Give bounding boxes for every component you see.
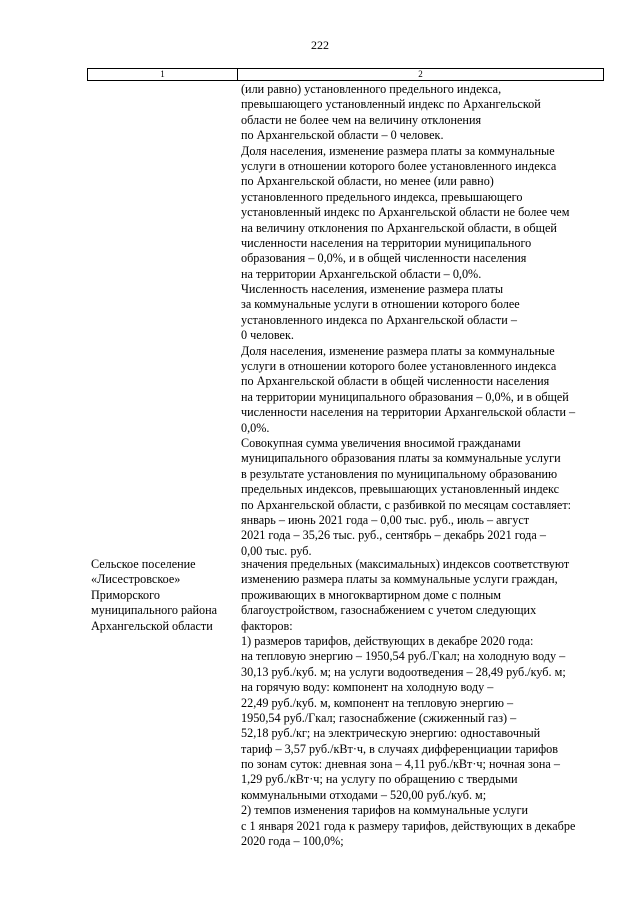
text-line: установленный индекс по Архангельской области не более чем [241,205,570,220]
text-line: по зонам суток: дневная зона – 4,11 руб./кВт·ч; ночная зона – [241,757,560,772]
text-line: численности населения на территории муниципального [241,235,532,250]
text-line: 52,18 руб./кг; на электрическую энергию: одноставочный [241,726,541,741]
text-line: превышающего установленный индекс по Архангельской [241,97,541,112]
text-line: изменению размера платы за коммунальные услуги граждан, [241,572,558,587]
municipality-name-line: муниципального района [91,603,218,618]
text-line: с 1 января 2021 года к размеру тарифов, действующих в декабре [241,818,576,833]
text-line: на территории муниципального образования – 0,0%, и в общей [241,389,569,404]
text-line: (или равно) установленного предельного индекса, [241,82,502,96]
text-line: 2) темпов изменения тарифов на коммунальные услуги [241,803,528,818]
text-line: коммунальными отходами – 520,00 руб./куб. м; [241,787,487,802]
text-line: установленного индекса по Архангельской области – [241,312,517,327]
text-line: услуги в отношении которого более установленного индекса [241,158,557,173]
column-1-number: 1 [88,69,238,80]
text-line: проживающих в многоквартирном доме с полным [241,587,502,602]
text-line: 2021 года – 35,26 тыс. руб., сентябрь – декабрь 2021 года – [241,528,546,543]
text-line: 0,00 тыс. руб. [241,543,312,558]
text-line: Доля населения, изменение размера платы за коммунальные [241,343,555,358]
municipality-name-line: Архангельской области [91,618,213,633]
text-line: 30,13 руб./куб. м; на услуги водоотведения – 28,49 руб./куб. м; [241,664,566,679]
text-line: по Архангельской области – 0 человек. [241,128,444,143]
text-line: 2020 года – 100,0%; [241,834,344,849]
text-line: на величину отклонения по Архангельской области, в общей [241,220,557,235]
text-line: по Архангельской области, но менее (или равно) [241,174,494,189]
text-line: за коммунальные услуги в отношении которого более [241,297,520,312]
text-line: в результате установления по муниципальному образованию [241,466,558,481]
text-line: муниципального образования платы за коммунальные услуги [241,451,561,466]
text-line: 0 человек. [241,328,294,343]
text-line: 22,49 руб./куб. м, компонент на тепловую энергию – [241,695,514,710]
text-line: Численность населения, изменение размера платы [241,282,504,297]
text-line: численности населения на территории Архангельской области – [241,405,576,420]
text-line: значения предельных (максимальных) индексов соответствуют [241,557,570,571]
text-line: 1,29 руб./кВт·ч; на услугу по обращению с твердыми [241,772,518,787]
municipality-name-line: Сельское поселение [91,557,196,571]
municipality-name [91,557,236,634]
text-line: услуги в отношении которого более установленного индекса [241,359,557,374]
municipality-name-line: Приморского [91,587,160,602]
text-line: факторов: [241,618,293,633]
text-line: по Архангельской области в общей численности населения [241,374,550,389]
text-line: на горячую воду: компонент на холодную воду – [241,680,494,695]
text-line: Доля населения, изменение размера платы за коммунальные [241,143,555,158]
indicator-text-block [241,82,603,559]
text-line: Совокупная сумма увеличения вносимой гражданами [241,435,521,450]
municipality-name-line: «Лисестровское» [91,572,181,587]
text-line: установленного предельного индекса, превышающего [241,189,523,204]
text-line: тариф – 3,57 руб./кВт·ч, в случаях дифференциации тарифов [241,741,558,756]
text-line: 1950,54 руб./Гкал; газоснабжение (сжиженный газ) – [241,710,517,725]
text-line: по Архангельской области, с разбивкой по месяцам составляет: [241,497,572,512]
tariff-factors-text-block [241,557,603,849]
table-column-header [87,68,604,81]
page-number: 222 [311,38,329,52]
text-line: предельных индексов, превышающих установленный индекс [241,482,560,497]
text-line: области не более чем на величину отклонения [241,112,482,127]
text-line: образования – 0,0%, и в общей численности населения [241,251,527,266]
text-line: январь – июнь 2021 года – 0,00 тыс. руб., июль – август [241,512,530,527]
text-line: 1) размеров тарифов, действующих в декабре 2020 года: [241,633,534,648]
column-2-number: 2 [418,69,423,79]
text-line: благоустройством, газоснабжением с учетом следующих [241,603,537,618]
text-line: на тепловую энергию – 1950,54 руб./Гкал; на холодную воду – [241,649,566,664]
text-line: на территории Архангельской области – 0,0%. [241,266,482,281]
text-line: 0,0%. [241,420,270,435]
